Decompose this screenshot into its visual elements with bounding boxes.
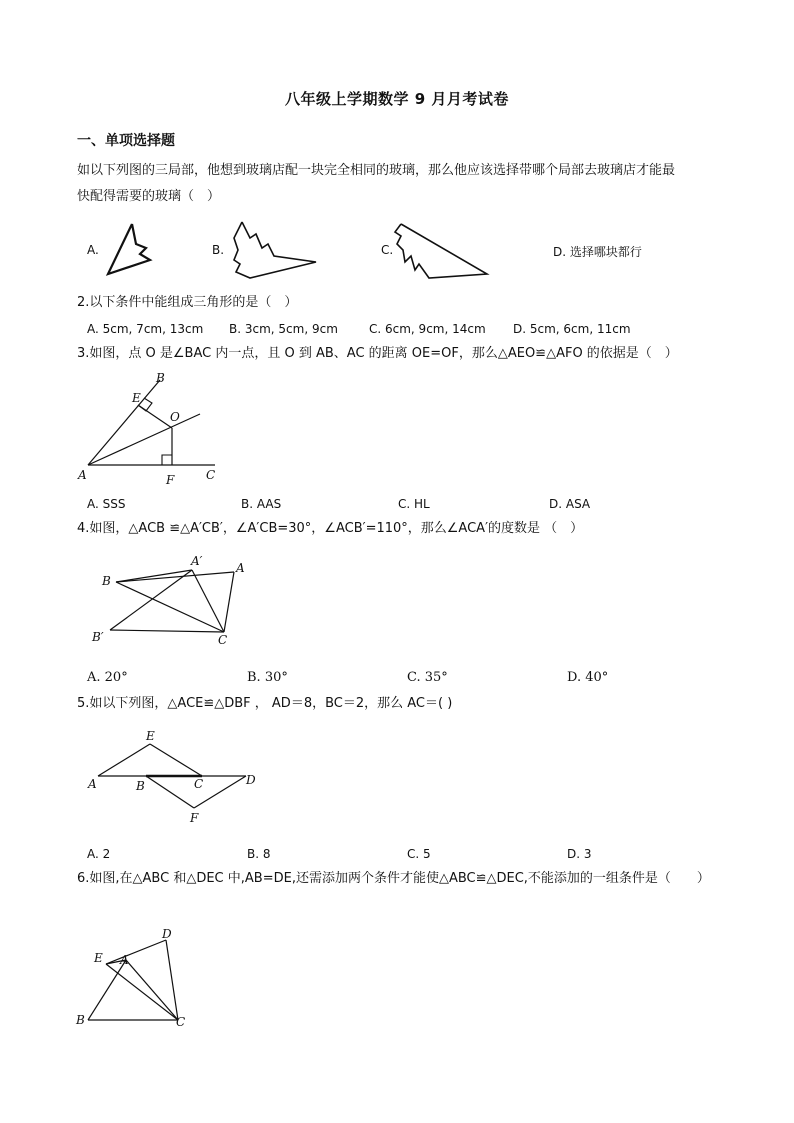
q4-figure	[88, 552, 258, 652]
q1-option-d: D. 选择哪块都行	[553, 245, 642, 259]
q5-label-e: E	[146, 729, 155, 743]
q1-option-a: A.	[87, 243, 99, 257]
q2-option-b: B. 3cm, 5cm, 9cm	[229, 322, 338, 336]
q3-text: 3.如图，点 O 是∠BAC 内一点，且 O 到 AB、AC 的距离 OE=OF，那么△AEO≌△AFO 的依据是（ ）	[77, 346, 678, 361]
q4-label-c: C	[218, 633, 228, 647]
q5-label-f: F	[190, 811, 199, 825]
q6-figure	[74, 926, 204, 1036]
q3-label-e: E	[132, 391, 141, 405]
q4-option-c: C. 35°	[407, 670, 448, 685]
q1-figure-c	[393, 222, 493, 284]
section-heading: 一、单项选择题	[77, 133, 175, 149]
q6-label-b: B	[76, 1013, 85, 1027]
q2-option-a: A. 5cm, 7cm, 13cm	[87, 322, 204, 336]
q1-figure-b	[228, 220, 323, 285]
q5-label-d: D	[246, 773, 256, 787]
q1-option-b: B.	[212, 243, 225, 257]
q3-option-b: B. AAS	[241, 497, 282, 511]
q5-figure	[86, 728, 266, 828]
q3-option-d: D. ASA	[549, 497, 591, 511]
q4-option-d: D. 40°	[567, 670, 609, 685]
q6-label-a: A	[120, 953, 129, 967]
q4-option-a: A. 20°	[87, 670, 128, 685]
q3-figure	[76, 368, 226, 488]
q4-label-a-prime: A′	[191, 554, 203, 568]
q3-label-c: C	[206, 468, 216, 482]
q1-figure-a	[100, 222, 155, 284]
q5-option-b: B. 8	[247, 847, 271, 861]
q5-label-a: A	[88, 777, 97, 791]
q4-label-b-prime: B′	[92, 630, 104, 644]
q1-option-c: C.	[381, 243, 394, 257]
q6-text: 6.如图,在△ABC 和△DEC 中,AB=DE,还需添加两个条件才能使△ABC≌△DEC,不能添加的一组条件是（ ）	[77, 871, 710, 886]
q5-option-d: D. 3	[567, 847, 592, 861]
q3-label-b: B	[156, 371, 165, 385]
q5-option-c: C. 5	[407, 847, 431, 861]
q6-label-d: D	[162, 927, 172, 941]
q2-option-c: C. 6cm, 9cm, 14cm	[369, 322, 486, 336]
page-title: 八年级上学期数学 9 月月考试卷	[285, 90, 509, 108]
q6-label-c: C	[176, 1015, 186, 1029]
q5-label-b: B	[136, 779, 145, 793]
q1-text-line2: 快配得需要的玻璃（ ）	[77, 189, 221, 204]
q3-option-a: A. SSS	[87, 497, 126, 511]
q4-option-b: B. 30°	[247, 670, 288, 685]
q2-text: 2.以下条件中能组成三角形的是（ ）	[77, 295, 298, 310]
q5-text: 5.如以下列图，△ACE≌△DBF ， AD＝8，BC＝2，那么 AC＝( )	[77, 696, 453, 711]
q2-option-d: D. 5cm, 6cm, 11cm	[513, 322, 631, 336]
q3-label-o: O	[170, 410, 180, 424]
q4-text: 4.如图，△ACB ≌△A′CB′，∠A′CB=30°，∠ACB′=110°，那么∠ACA′的度数是 （ ）	[77, 521, 584, 536]
q3-label-f: F	[166, 473, 175, 487]
q1-text-line1: 如以下列图的三局部，他想到玻璃店配一块完全相同的玻璃，那么他应该选择带哪个局部去玻璃店才能最	[77, 163, 676, 178]
q3-label-a: A	[78, 468, 87, 482]
q5-option-a: A. 2	[87, 847, 111, 861]
q4-label-a: A	[236, 561, 245, 575]
q5-label-c: C	[194, 777, 204, 791]
q6-label-e: E	[94, 951, 103, 965]
q3-option-c: C. HL	[398, 497, 430, 511]
q4-label-b: B	[102, 574, 111, 588]
